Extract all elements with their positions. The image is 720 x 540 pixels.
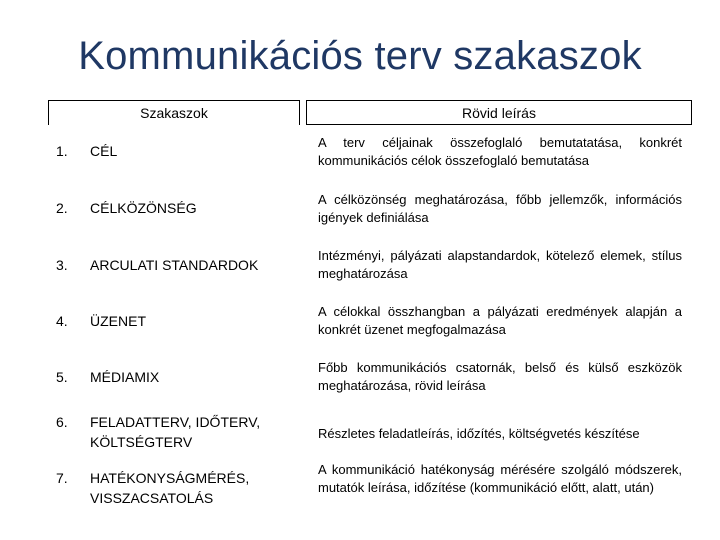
row-stage: CÉL: [90, 143, 118, 159]
header-stages: Szakaszok: [48, 100, 300, 125]
row-stage: ÜZENET: [90, 313, 146, 329]
row-number: 1.: [56, 143, 68, 159]
row-stage: CÉLKÖZÖNSÉG: [90, 200, 197, 216]
row-stage: MÉDIAMIX: [90, 369, 160, 385]
row-number: 7.: [56, 470, 68, 486]
row-description: Főbb kommunikációs csatornák, belső és külső eszközök meghatározása, rövid leírása: [318, 360, 682, 393]
row-stage: HATÉKONYSÁGMÉRÉS, VISSZACSATOLÁS: [90, 470, 250, 506]
row-description: A célokkal összhangban a pályázati eredmények alapján a konkrét üzenet megfogalmazása: [318, 304, 682, 337]
row-number: 5.: [56, 369, 68, 385]
row-description: A terv céljainak összefoglaló bemutatatása, konkrét kommunikációs célok összefoglaló bemutatása: [318, 135, 682, 168]
row-description: A célközönség meghatározása, főbb jellemzők, információs igények definiálása: [318, 192, 682, 225]
row-stage: ARCULATI STANDARDOK: [90, 257, 259, 273]
page-title: Kommunikációs terv szakaszok: [78, 34, 642, 78]
row-description: Intézményi, pályázati alapstandardok, kötelező elemek, stílus meghatározása: [318, 248, 682, 281]
row-number: 3.: [56, 257, 68, 273]
row-number: 6.: [56, 414, 68, 430]
row-description: A kommunikáció hatékonyság mérésére szolgáló módszerek, mutatók leírása, időzítése (kommunikáció előtt, alatt, után): [318, 462, 682, 495]
row-description: Részletes feladatleírás, időzítés, költségvetés készítése: [318, 426, 640, 441]
row-number: 4.: [56, 313, 68, 329]
row-number: 2.: [56, 200, 68, 216]
row-stage: FELADATTERV, IDŐTERV, KÖLTSÉGTERV: [90, 414, 261, 450]
header-description: Rövid leírás: [306, 100, 692, 125]
